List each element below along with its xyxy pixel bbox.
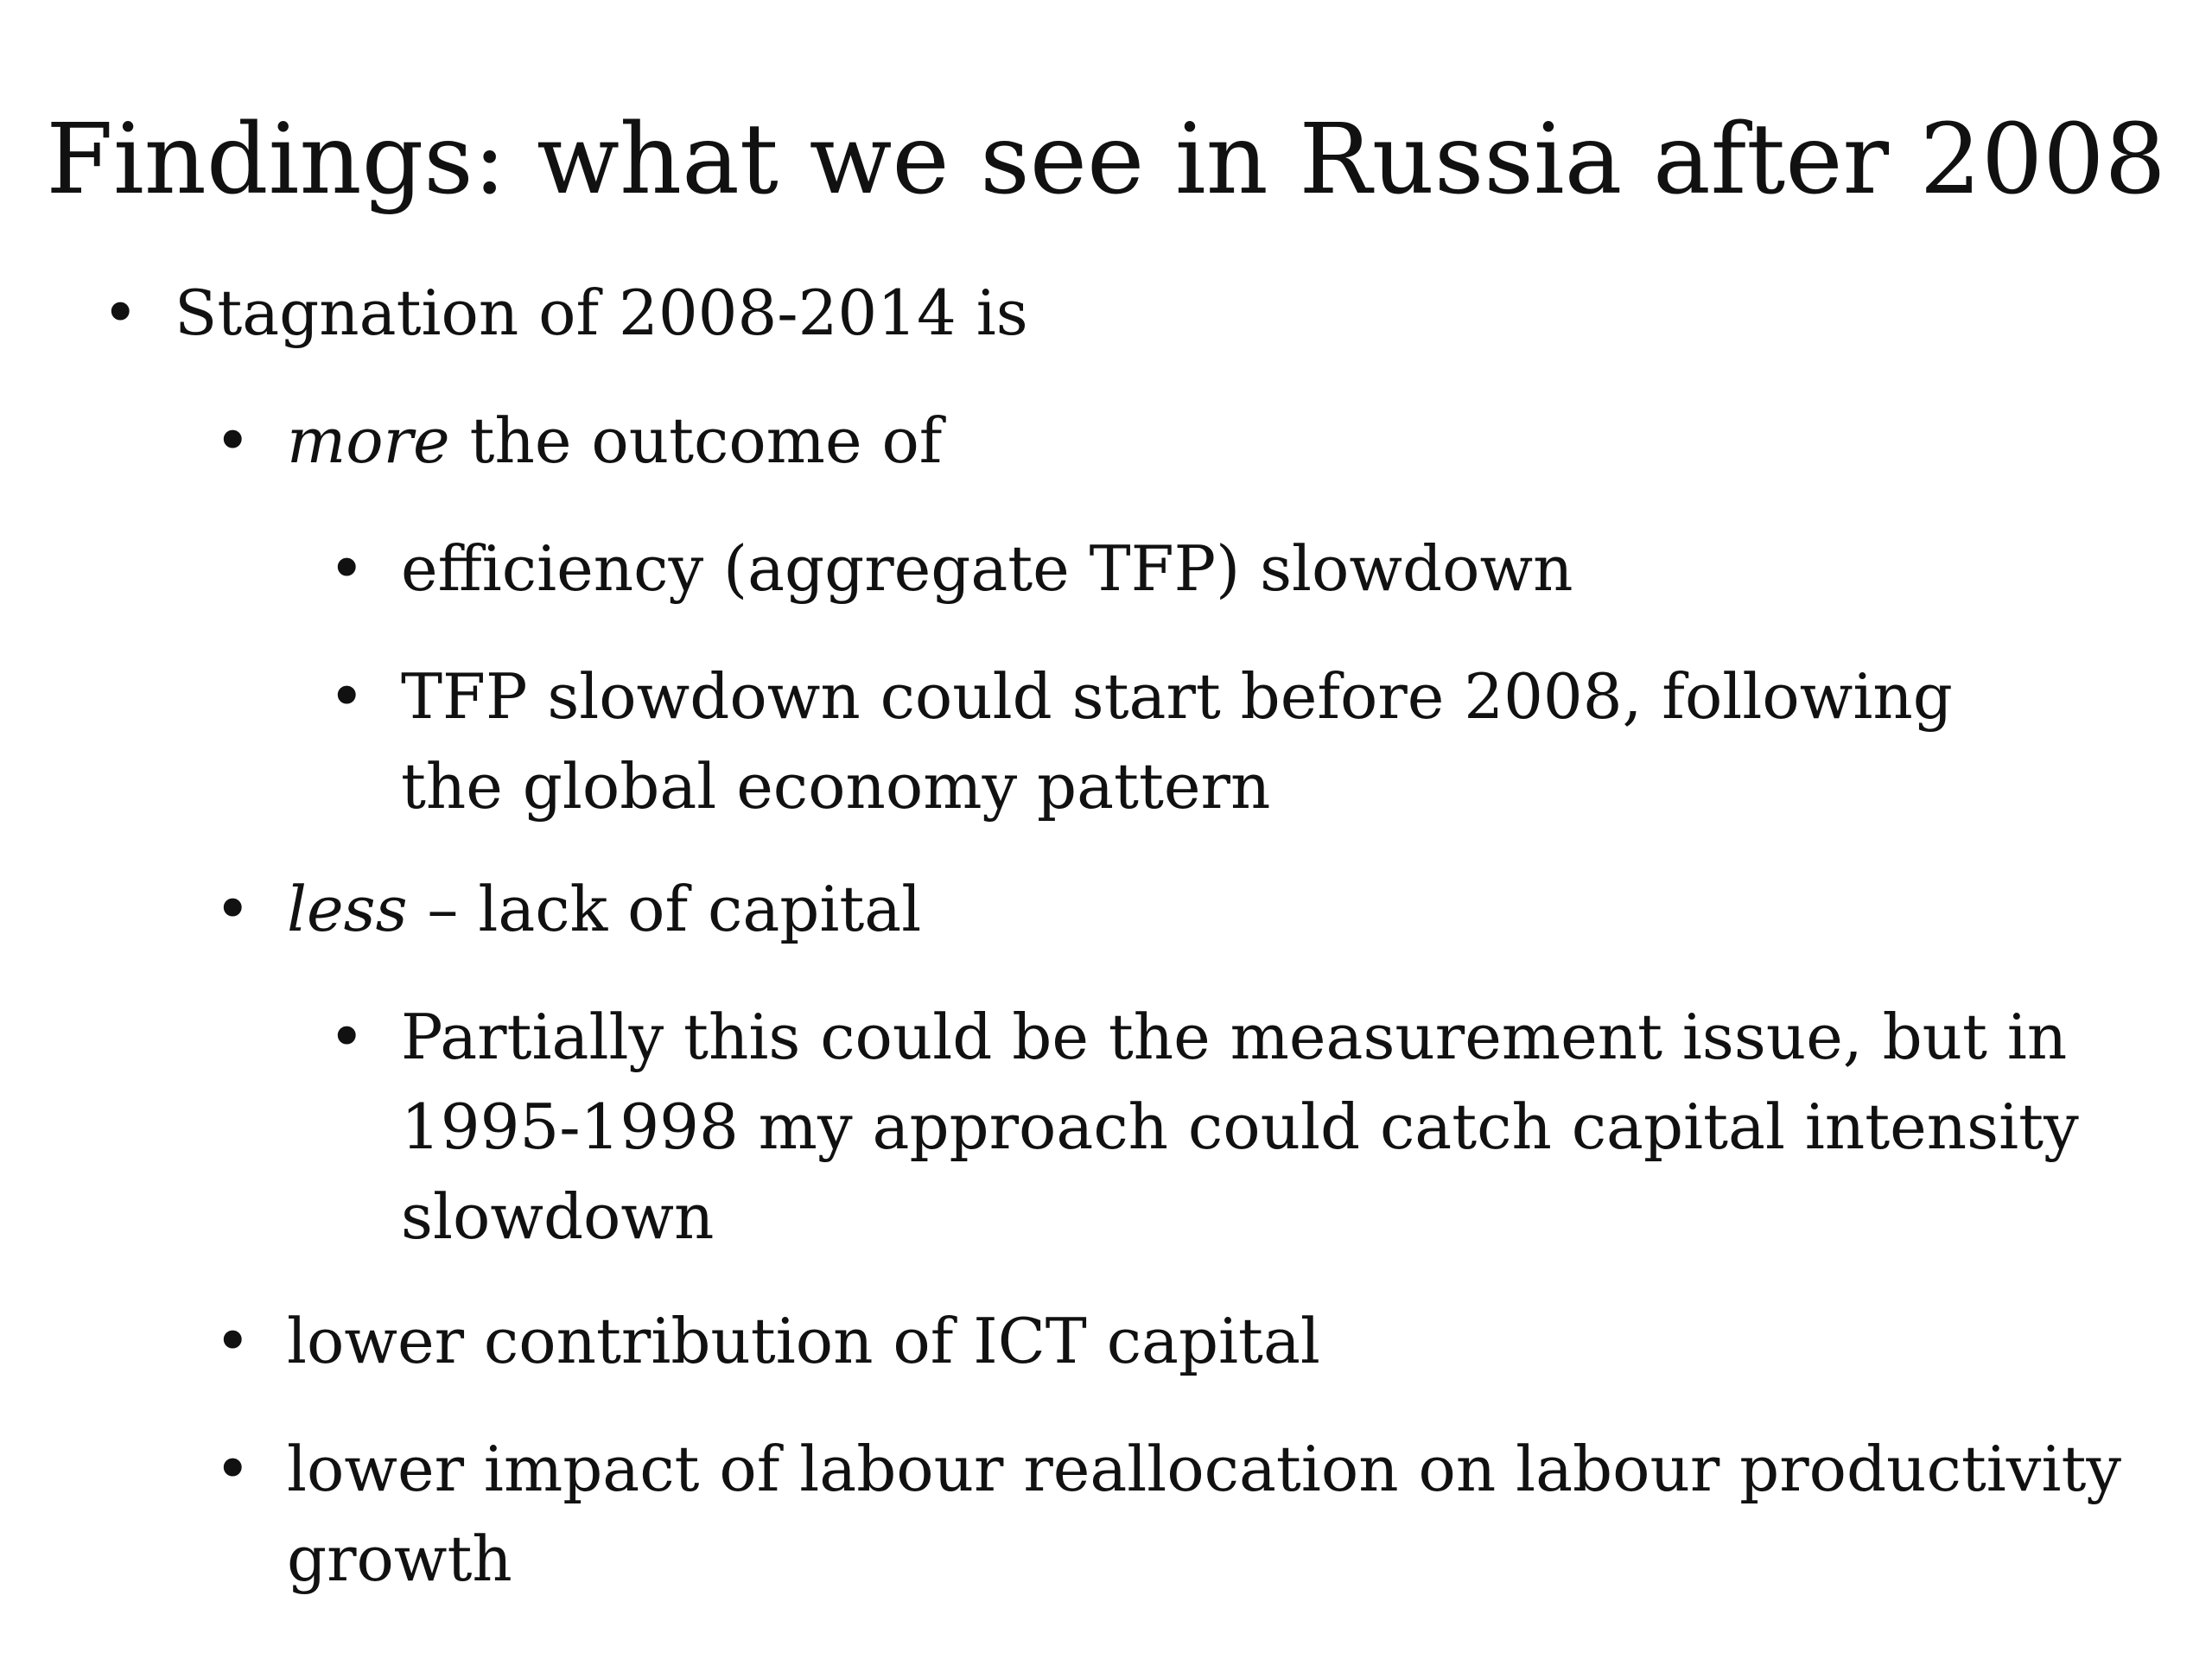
bullet-less-capital [214, 864, 2124, 954]
bullet-dot: • [214, 404, 251, 477]
bullet-measurement-issue [328, 992, 2126, 1262]
bullet-text: – lack of capital [407, 873, 922, 945]
bullet-more-outcome [214, 396, 2124, 486]
bullet-dot: • [214, 1305, 251, 1377]
bullet-text: TFP slowdown could start before 2008, following the global economy pattern [401, 660, 1953, 823]
bullet-dot: • [214, 1433, 251, 1505]
bullet-efficiency [328, 524, 2126, 613]
bullet-text: efficiency (aggregate TFP) slowdown [401, 532, 1573, 605]
bullet-dot: • [328, 660, 365, 733]
bullet-text: Stagnation of 2008-2014 is [175, 276, 1028, 349]
bullet-text: lower impact of labour reallocation on labour productivity growth [287, 1433, 2122, 1595]
bullet-emphasis: less [287, 873, 408, 945]
bullet-dot: • [102, 276, 139, 349]
bullet-text: the outcome of [449, 404, 943, 477]
slide-title: Findings: what we see in Russia after 2008 [46, 104, 2166, 216]
bullet-dot: • [328, 1001, 365, 1073]
bullet-dot: • [214, 873, 251, 945]
bullet-dot: • [328, 532, 365, 605]
bullet-labour-reallocation [214, 1424, 2158, 1604]
bullet-tfp-slowdown [328, 652, 2048, 831]
bullet-ict-capital [214, 1296, 2124, 1386]
bullet-text: lower contribution of ICT capital [287, 1305, 1320, 1377]
bullet-text: Partially this could be the measurement issue, but in 1995-1998 my approach could catch capital intensity slowdown [401, 1001, 2079, 1253]
bullet-emphasis: more [287, 404, 450, 477]
bullet-stagnation [102, 268, 2124, 358]
